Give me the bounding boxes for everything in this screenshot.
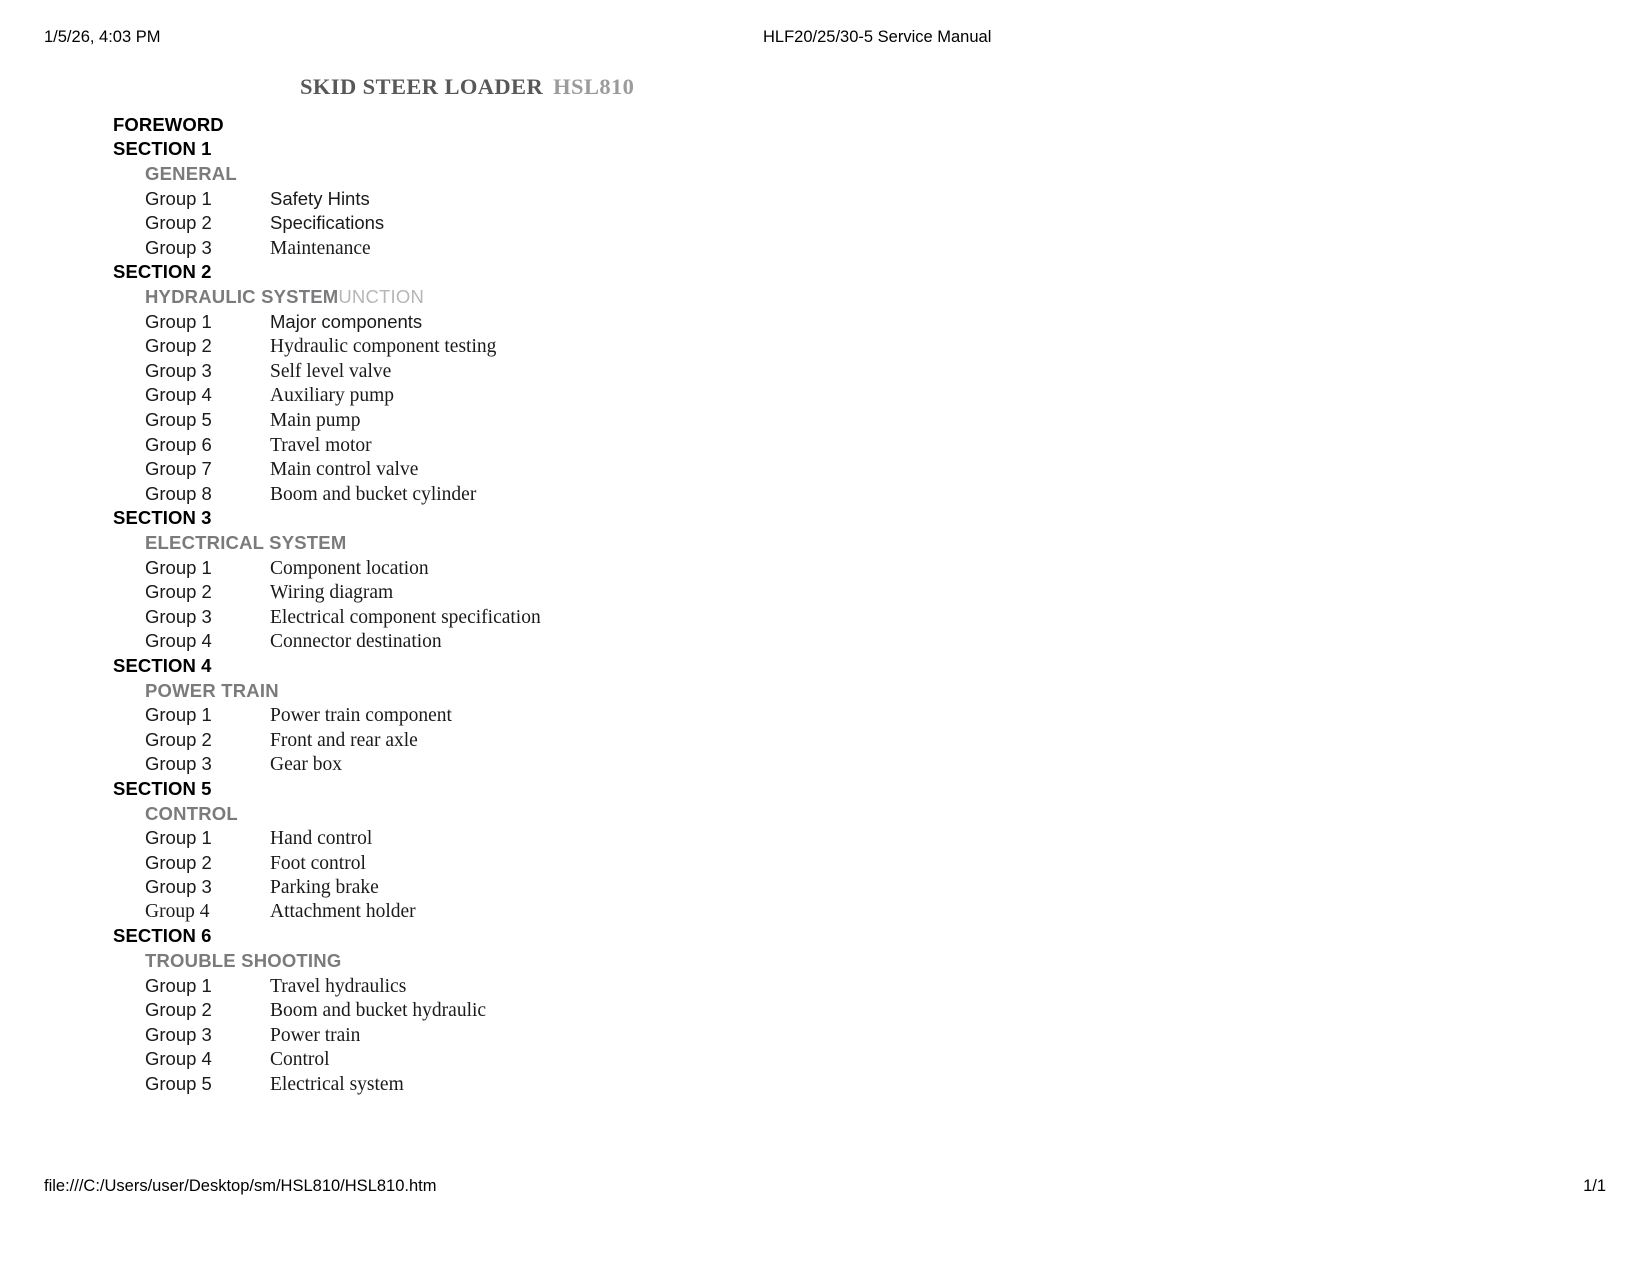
toc-subsection-heading[interactable] (0, 163, 1650, 188)
toc-subsection-heading[interactable] (0, 286, 1650, 311)
toc-section-heading[interactable]: SECTION 1 (113, 138, 212, 160)
toc-group-label: Group 3 (145, 876, 212, 898)
toc-group-row[interactable] (0, 458, 1650, 483)
toc-group-row[interactable] (0, 704, 1650, 729)
manual-title-header: HLF20/25/30-5 Service Manual (763, 28, 992, 46)
toc-group-title: Power train component (270, 705, 452, 727)
toc-group-title: Safety Hints (270, 187, 370, 209)
toc-group-row[interactable] (0, 606, 1650, 631)
table-of-contents (0, 114, 1650, 1098)
toc-group-row[interactable] (0, 876, 1650, 901)
toc-group-label: Group 6 (145, 433, 212, 455)
toc-group-title: Electrical system (270, 1074, 404, 1096)
toc-group-title: Boom and bucket hydraulic (270, 1000, 487, 1022)
toc-group-title: Main pump (270, 410, 361, 431)
toc-group-label: Group 3 (145, 236, 212, 258)
toc-group-label: Group 1 (145, 556, 212, 578)
page-title (0, 74, 1650, 100)
page-title-main: SKID STEER LOADER (300, 74, 544, 99)
document-body (0, 74, 1650, 1098)
toc-subsection-label: POWER TRAIN (145, 679, 279, 701)
toc-group-row[interactable] (0, 901, 1650, 926)
toc-group-title: Boom and bucket cylinder (270, 483, 477, 505)
toc-group-row[interactable] (0, 827, 1650, 852)
toc-group-label: Group 1 (145, 827, 212, 849)
toc-group-label: Group 4 (145, 1048, 212, 1070)
toc-group-title: Front and rear axle (270, 729, 418, 751)
toc-group-title: Electrical component specification (270, 606, 541, 628)
toc-group-title: Foot control (270, 852, 366, 874)
toc-group-title: Main control valve (270, 459, 419, 481)
toc-group-label: Group 1 (145, 310, 212, 332)
toc-group-label: Group 3 (145, 753, 212, 775)
toc-group-label: Group 4 (145, 384, 212, 406)
toc-subsection-heading[interactable] (0, 950, 1650, 975)
toc-group-label: Group 2 (145, 581, 212, 603)
toc-group-label: Group 2 (145, 335, 212, 357)
toc-group-row[interactable] (0, 237, 1650, 262)
toc-group-label: Group 3 (145, 359, 212, 381)
toc-group-title: Hand control (270, 828, 373, 850)
toc-group-label: Group 1 (145, 187, 212, 209)
toc-group-title: Maintenance (270, 237, 371, 259)
print-timestamp: 1/5/26, 4:03 PM (44, 28, 161, 46)
toc-group-title: Power train (270, 1024, 361, 1046)
page-title-model: HSL810 (553, 74, 635, 99)
toc-group-label: Group 1 (145, 974, 212, 996)
toc-group-row[interactable] (0, 753, 1650, 778)
toc-group-row[interactable] (0, 999, 1650, 1024)
toc-group-title: Parking brake (270, 877, 379, 899)
toc-group-label: Group 3 (145, 605, 212, 627)
toc-group-row[interactable] (0, 1024, 1650, 1049)
toc-group-label: Group 7 (145, 458, 212, 480)
toc-subsection-ghost-text: UNCTION (338, 286, 425, 308)
toc-section-heading[interactable]: SECTION 2 (113, 261, 212, 283)
toc-group-title: Attachment holder (270, 900, 416, 922)
toc-subsection-heading[interactable] (0, 532, 1650, 557)
toc-subsection-label: HYDRAULIC SYSTEM (145, 286, 339, 308)
toc-section-heading[interactable]: SECTION 5 (113, 777, 212, 799)
toc-group-label: Group 2 (145, 728, 212, 750)
toc-subsection-heading[interactable] (0, 803, 1650, 828)
toc-group-row[interactable] (0, 335, 1650, 360)
toc-section-heading[interactable]: SECTION 3 (113, 507, 212, 529)
toc-group-label: Group 5 (145, 1073, 212, 1095)
toc-group-row[interactable] (0, 630, 1650, 655)
toc-group-label: Group 2 (145, 999, 212, 1021)
toc-group-title: Auxiliary pump (270, 385, 395, 407)
toc-group-label: Group 1 (145, 704, 212, 726)
toc-subsection-label: GENERAL (145, 163, 237, 185)
toc-group-title: Gear box (270, 754, 343, 776)
toc-group-label: Group 5 (145, 409, 212, 430)
toc-group-label: Group 2 (145, 851, 212, 873)
toc-group-title: Self level valve (270, 360, 392, 382)
toc-group-row[interactable] (0, 188, 1650, 213)
toc-group-label: Group 4 (145, 630, 212, 652)
toc-group-label: Group 8 (145, 482, 212, 504)
toc-group-row[interactable] (0, 434, 1650, 459)
toc-section-heading[interactable]: SECTION 6 (113, 925, 212, 947)
toc-group-label: Group 3 (145, 1023, 212, 1045)
toc-group-row[interactable] (0, 852, 1650, 877)
toc-section-heading[interactable]: FOREWORD (113, 113, 224, 135)
toc-section-heading[interactable]: SECTION 4 (113, 654, 212, 676)
source-file-path: file:///C:/Users/user/Desktop/sm/HSL810/HSL810.htm (44, 1177, 437, 1195)
toc-group-title: Component location (270, 557, 429, 579)
toc-group-row[interactable] (0, 581, 1650, 606)
toc-group-title: Travel motor (270, 434, 372, 456)
toc-group-title: Major components (270, 310, 423, 332)
toc-group-row[interactable] (0, 729, 1650, 754)
page-number: 1/1 (1583, 1177, 1606, 1195)
toc-subsection-label: TROUBLE SHOOTING (145, 950, 342, 972)
toc-group-row[interactable] (0, 360, 1650, 385)
toc-subsection-label: CONTROL (145, 802, 238, 824)
toc-group-label: Group 4 (145, 900, 210, 922)
page-running-header (0, 28, 1650, 52)
toc-group-row[interactable] (0, 1073, 1650, 1098)
toc-group-row[interactable] (0, 409, 1650, 434)
toc-group-row[interactable] (0, 557, 1650, 582)
toc-group-row[interactable] (0, 384, 1650, 409)
toc-group-row[interactable] (0, 311, 1650, 336)
toc-group-row[interactable] (0, 212, 1650, 237)
toc-subsection-label: ELECTRICAL SYSTEM (145, 531, 347, 553)
toc-group-row[interactable] (0, 975, 1650, 1000)
toc-group-title: Wiring diagram (270, 582, 394, 604)
toc-subsection-heading[interactable] (0, 680, 1650, 705)
toc-group-title: Travel hydraulics (270, 975, 407, 997)
toc-group-title: Connector destination (270, 631, 442, 653)
toc-group-title: Specifications (270, 212, 385, 234)
toc-group-row[interactable] (0, 1048, 1650, 1073)
toc-group-label: Group 2 (145, 212, 212, 234)
toc-group-row[interactable] (0, 483, 1650, 508)
toc-group-title: Control (270, 1049, 330, 1071)
toc-group-title: Hydraulic component testing (270, 336, 497, 358)
page-running-footer (0, 1177, 1650, 1199)
